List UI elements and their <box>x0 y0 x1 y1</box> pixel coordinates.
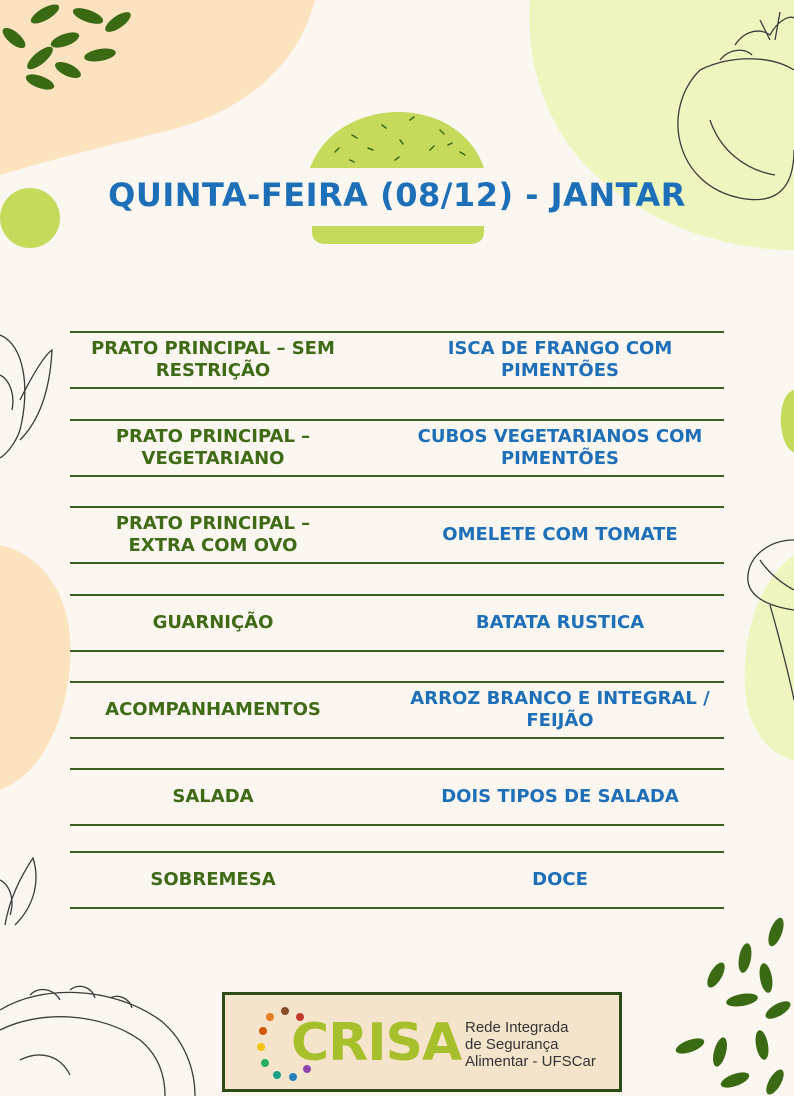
menu-value-text <box>532 869 588 891</box>
menu-value <box>390 508 730 562</box>
menu-row <box>70 506 724 564</box>
menu-value-text <box>442 524 677 546</box>
menu-row <box>70 594 724 652</box>
menu-label-line: PRATO PRINCIPAL – SEM <box>91 338 335 359</box>
menu-label-text <box>116 426 310 470</box>
menu-label <box>70 596 356 650</box>
menu-value-text <box>448 338 673 382</box>
menu-label-line: GUARNIÇÃO <box>152 612 274 633</box>
menu-value-line: PIMENTÕES <box>500 360 619 381</box>
menu-row <box>70 681 724 739</box>
lettuce-illustration <box>0 335 52 458</box>
logo-wordmark: CRISA <box>291 1013 462 1073</box>
menu-label-text <box>91 338 335 382</box>
logo-tagline-line: de Segurança <box>465 1036 559 1053</box>
menu-label <box>70 770 356 824</box>
menu-label-line: ACOMPANHAMENTOS <box>105 699 321 720</box>
menu-value-line: PIMENTÕES <box>500 448 619 469</box>
menu-label <box>70 508 356 562</box>
menu-value <box>390 770 730 824</box>
menu-label-text <box>116 513 310 557</box>
menu-value-text <box>410 688 709 732</box>
menu-value-line: ISCA DE FRANGO COM <box>447 338 673 359</box>
logo-tagline-line: Alimentar - UFSCar <box>465 1053 596 1070</box>
menu-label-text <box>105 699 321 721</box>
logo-tagline <box>465 1019 615 1070</box>
menu-value <box>390 333 730 387</box>
menu-value <box>390 683 730 737</box>
menu-label-text <box>153 612 274 634</box>
menu-label <box>70 853 356 907</box>
menu-label-line: PRATO PRINCIPAL – <box>115 426 311 447</box>
menu-row <box>70 851 724 909</box>
menu-value-line: BATATA RUSTICA <box>475 612 645 633</box>
menu-value-line: ARROZ BRANCO E INTEGRAL / <box>410 688 710 709</box>
peach-blob-left <box>0 545 71 790</box>
menu-row <box>70 331 724 389</box>
menu-value-line: FEIJÃO <box>526 710 594 731</box>
menu-value-text <box>441 786 679 808</box>
menu-label-line: SOBREMESA <box>150 869 276 890</box>
lime-half-right <box>781 390 794 452</box>
menu-row <box>70 768 724 826</box>
crisa-logo <box>222 992 622 1092</box>
menu-label-line: EXTRA COM OVO <box>128 535 298 556</box>
menu-value-line: DOIS TIPOS DE SALADA <box>441 786 679 807</box>
menu-label-text <box>172 786 253 808</box>
menu-value <box>390 421 730 475</box>
page-title: QUINTA-FEIRA (08/12) - JANTAR <box>108 176 686 214</box>
menu-label-text <box>150 869 275 891</box>
menu-label <box>70 333 356 387</box>
menu-value-text <box>476 612 644 634</box>
menu-label-line: SALADA <box>172 786 254 807</box>
menu-label-line: VEGETARIANO <box>141 448 285 469</box>
leaf-icon <box>674 916 793 1096</box>
menu-value-text <box>418 426 703 470</box>
logo-tagline-line: Rede Integrada <box>465 1019 569 1036</box>
menu-label <box>70 683 356 737</box>
menu-row <box>70 419 724 477</box>
menu-value-line: DOCE <box>532 869 588 890</box>
menu-value-line: OMELETE COM TOMATE <box>442 524 678 545</box>
menu-label-line: RESTRIÇÃO <box>155 360 271 381</box>
menu-label-line: PRATO PRINCIPAL – <box>115 513 311 534</box>
lettuce-illustration <box>0 858 36 925</box>
taco-illustration <box>0 986 195 1096</box>
menu-value <box>390 853 730 907</box>
menu-label <box>70 421 356 475</box>
menu-value <box>390 596 730 650</box>
menu-value-line: CUBOS VEGETARIANOS COM <box>417 426 703 447</box>
